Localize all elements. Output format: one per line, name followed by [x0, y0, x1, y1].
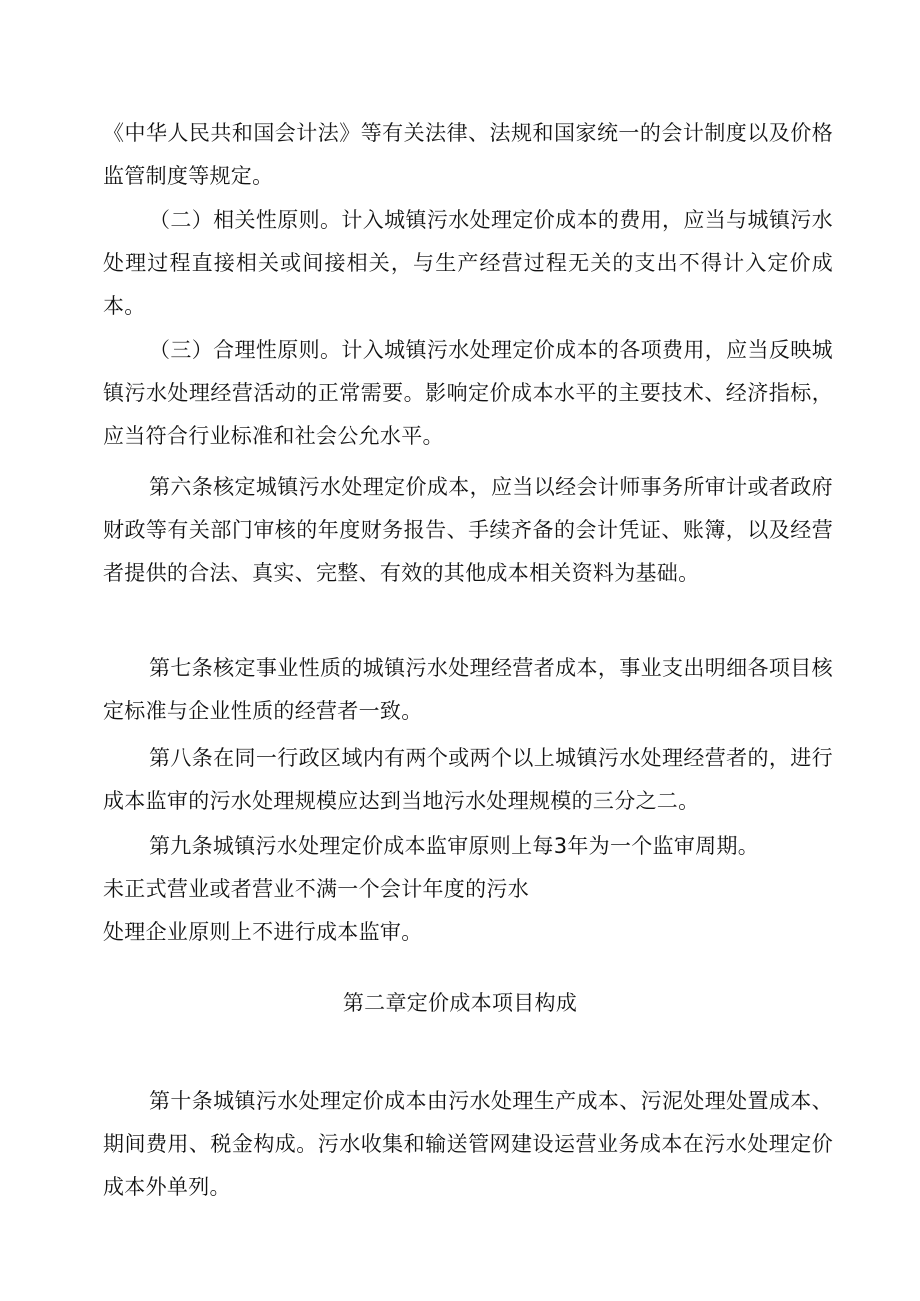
paragraph-article-9-continued	[103, 868, 833, 954]
paragraph-article-10: 第十条城镇污水处理定价成本由污水处理生产成本、污泥处理处置成本、期间费用、税金构成。污水收集和输送管网建设运营业务成本在污水处理定价成本外单列。	[103, 1089, 833, 1199]
paragraph-reasonableness-principle: （三）合理性原则。计入城镇污水处理定价成本的各项费用，应当反映城镇污水处理经营活动的正常需要。影响定价成本水平的主要技术、经济指标，应当符合行业标准和社会公允水平。	[103, 338, 833, 448]
paragraph-accounting-law: 《中华人民共和国会计法》等有关法律、法规和国家统一的会计制度以及价格监管制度等规定。	[103, 121, 833, 188]
chapter-heading: 第二章定价成本项目构成	[342, 991, 578, 1015]
paragraph-relevance-principle: （二）相关性原则。计入城镇污水处理定价成本的费用，应当与城镇污水处理过程直接相关或间接相关，与生产经营过程无关的支出不得计入定价成本。	[103, 208, 833, 318]
paragraph-article-6: 第六条核定城镇污水处理定价成本，应当以经会计师事务所审计或者政府财政等有关部门审核的年度财务报告、手续齐备的会计凭证、账簿，以及经营者提供的合法、真实、完整、有效的其他成本相关资料为基础。	[103, 475, 833, 585]
line-unopened-enterprises: 未正式营业或者营业不满一个会计年度的污水	[103, 877, 529, 901]
paragraph-article-9: 第九条城镇污水处理定价成本监审原则上每3年为一个监审周期。	[149, 834, 760, 858]
line-no-cost-audit: 处理企业原则上不进行成本监审。	[103, 920, 423, 944]
paragraph-article-8: 第八条在同一行政区域内有两个或两个以上城镇污水处理经营者的，进行成本监审的污水处理规模应达到当地污水处理规模的三分之二。	[103, 746, 833, 813]
paragraph-article-7: 第七条核定事业性质的城镇污水处理经营者成本，事业支出明细各项目核定标准与企业性质的经营者一致。	[103, 656, 833, 723]
